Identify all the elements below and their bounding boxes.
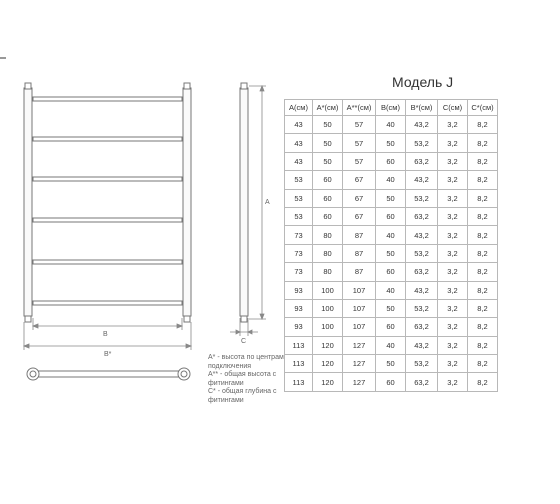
table-cell: 73 [285, 263, 313, 281]
table-cell: 3,2 [438, 134, 468, 152]
table-cell: 53,2 [406, 134, 438, 152]
side-view [240, 83, 248, 322]
table-row [285, 355, 498, 373]
table-cell: 67 [343, 171, 376, 189]
table-cell: 3,2 [438, 244, 468, 262]
dimension-a [249, 86, 266, 319]
table-cell: 113 [285, 336, 313, 354]
table-cell: 3,2 [438, 207, 468, 225]
table-cell: 8,2 [468, 336, 498, 354]
table-cell: 3,2 [438, 171, 468, 189]
table-cell: 8,2 [468, 171, 498, 189]
table-cell: 53,2 [406, 189, 438, 207]
note-line: подключения [208, 362, 252, 370]
table-cell: 63,2 [406, 373, 438, 391]
table-row [285, 318, 498, 336]
table-cell: 113 [285, 373, 313, 391]
table-cell: 3,2 [438, 299, 468, 317]
table-cell: 100 [313, 299, 343, 317]
left-side-tube [24, 88, 32, 316]
table-cell: 67 [343, 189, 376, 207]
table-cell: 73 [285, 226, 313, 244]
table-cell: 63,2 [406, 263, 438, 281]
table-cell: 53 [285, 171, 313, 189]
table-cell: 8,2 [468, 152, 498, 170]
column-header: C(см) [438, 100, 468, 116]
spec-table [284, 99, 498, 392]
dimension-b-star-label: B* [104, 351, 112, 358]
table-cell: 3,2 [438, 318, 468, 336]
table-cell: 8,2 [468, 134, 498, 152]
table-cell: 8,2 [468, 355, 498, 373]
table-row [285, 189, 498, 207]
table-row [285, 244, 498, 262]
table-cell: 43,2 [406, 336, 438, 354]
table-cell: 43,2 [406, 281, 438, 299]
table-cell: 53 [285, 189, 313, 207]
table-cell: 43 [285, 116, 313, 134]
rung [33, 97, 182, 101]
table-body [285, 116, 498, 392]
table-cell: 40 [376, 171, 406, 189]
table-row [285, 299, 498, 317]
note-line: C* - общая глубина с [208, 388, 277, 396]
column-header: B*(см) [406, 100, 438, 116]
table-cell: 8,2 [468, 226, 498, 244]
table-cell: 3,2 [438, 152, 468, 170]
rung [33, 301, 182, 305]
table-cell: 60 [376, 152, 406, 170]
table-cell: 113 [285, 355, 313, 373]
table-cell: 43,2 [406, 226, 438, 244]
column-header: A(см) [285, 100, 313, 116]
table-cell: 8,2 [468, 189, 498, 207]
notes [208, 354, 298, 406]
table-cell: 3,2 [438, 116, 468, 134]
table-cell: 93 [285, 299, 313, 317]
table-cell: 43,2 [406, 116, 438, 134]
table-cell: 8,2 [468, 116, 498, 134]
table-header-row [285, 100, 498, 116]
table-cell: 8,2 [468, 263, 498, 281]
right-side-tube [183, 88, 191, 316]
table-cell: 100 [313, 318, 343, 336]
table-cell: 60 [313, 207, 343, 225]
table-cell: 127 [343, 336, 376, 354]
table-cell: 63,2 [406, 152, 438, 170]
table-cell: 50 [313, 116, 343, 134]
table-cell: 53,2 [406, 355, 438, 373]
column-header: A*(см) [313, 100, 343, 116]
table-cell: 53,2 [406, 244, 438, 262]
table-cell: 120 [313, 373, 343, 391]
table-row [285, 226, 498, 244]
dimension-b-label: B [103, 331, 108, 338]
dimension-c-label: C [241, 338, 247, 345]
table-cell: 87 [343, 263, 376, 281]
left-top-fitting [25, 83, 31, 89]
table-cell: 50 [313, 152, 343, 170]
table-row [285, 207, 498, 225]
note-line: фитингами [208, 396, 244, 404]
table-row [285, 336, 498, 354]
table-cell: 100 [313, 281, 343, 299]
table-cell: 8,2 [468, 207, 498, 225]
table-cell: 3,2 [438, 263, 468, 281]
table-row [285, 116, 498, 134]
table-cell: 53 [285, 207, 313, 225]
rung [33, 218, 182, 222]
table-cell: 57 [343, 116, 376, 134]
table-cell: 60 [376, 318, 406, 336]
table-cell: 8,2 [468, 373, 498, 391]
table-row [285, 373, 498, 391]
table-cell: 73 [285, 244, 313, 262]
table-cell: 40 [376, 116, 406, 134]
right-bottom-fitting [184, 316, 190, 322]
table-row [285, 263, 498, 281]
column-header: A**(см) [343, 100, 376, 116]
top-view [27, 368, 190, 380]
table-cell: 57 [343, 134, 376, 152]
model-title: Модель J [392, 74, 454, 90]
table-cell: 43 [285, 152, 313, 170]
table-cell: 8,2 [468, 318, 498, 336]
column-header: C*(см) [468, 100, 498, 116]
table-cell: 50 [376, 355, 406, 373]
table-cell: 80 [313, 226, 343, 244]
table-row [285, 171, 498, 189]
right-top-fitting [184, 83, 190, 89]
table-cell: 87 [343, 244, 376, 262]
table-cell: 107 [343, 318, 376, 336]
table-cell: 3,2 [438, 336, 468, 354]
table-cell: 50 [376, 244, 406, 262]
table-cell: 50 [376, 134, 406, 152]
table-cell: 93 [285, 281, 313, 299]
table-cell: 60 [376, 373, 406, 391]
table-cell: 107 [343, 299, 376, 317]
left-bottom-fitting [25, 316, 31, 322]
table-cell: 43,2 [406, 171, 438, 189]
note-line: фитингами [208, 379, 244, 387]
table-cell: 3,2 [438, 281, 468, 299]
table-row [285, 152, 498, 170]
table-cell: 3,2 [438, 226, 468, 244]
table-cell: 63,2 [406, 318, 438, 336]
table-cell: 127 [343, 373, 376, 391]
table-cell: 120 [313, 355, 343, 373]
rung [33, 177, 182, 181]
table-cell: 50 [376, 189, 406, 207]
table-cell: 43 [285, 134, 313, 152]
table-cell: 40 [376, 281, 406, 299]
dimension-a-label: A [265, 199, 270, 206]
table-cell: 80 [313, 263, 343, 281]
front-view [24, 83, 191, 322]
table-cell: 50 [376, 299, 406, 317]
table-cell: 3,2 [438, 189, 468, 207]
table-cell: 127 [343, 355, 376, 373]
rung [33, 137, 182, 141]
table-cell: 8,2 [468, 299, 498, 317]
table-cell: 53,2 [406, 299, 438, 317]
table-cell: 60 [313, 171, 343, 189]
table-cell: 40 [376, 336, 406, 354]
table-cell: 3,2 [438, 373, 468, 391]
table-cell: 63,2 [406, 207, 438, 225]
table-cell: 50 [313, 134, 343, 152]
table-cell: 60 [376, 263, 406, 281]
table-cell: 8,2 [468, 281, 498, 299]
table-row [285, 134, 498, 152]
dimension-b [33, 318, 182, 330]
table-cell: 40 [376, 226, 406, 244]
note-line: A* - высота по центрам [208, 354, 284, 361]
table-cell: 57 [343, 152, 376, 170]
table-cell: 120 [313, 336, 343, 354]
table-cell: 60 [313, 189, 343, 207]
table-cell: 107 [343, 281, 376, 299]
note-line: A** - общая высота с [208, 371, 277, 379]
rung [33, 260, 182, 264]
table-cell: 8,2 [468, 244, 498, 262]
table-cell: 93 [285, 318, 313, 336]
table-cell: 87 [343, 226, 376, 244]
table-cell: 60 [376, 207, 406, 225]
table-row [285, 281, 498, 299]
table-cell: 3,2 [438, 355, 468, 373]
table-cell: 80 [313, 244, 343, 262]
column-header: B(см) [376, 100, 406, 116]
table-cell: 67 [343, 207, 376, 225]
